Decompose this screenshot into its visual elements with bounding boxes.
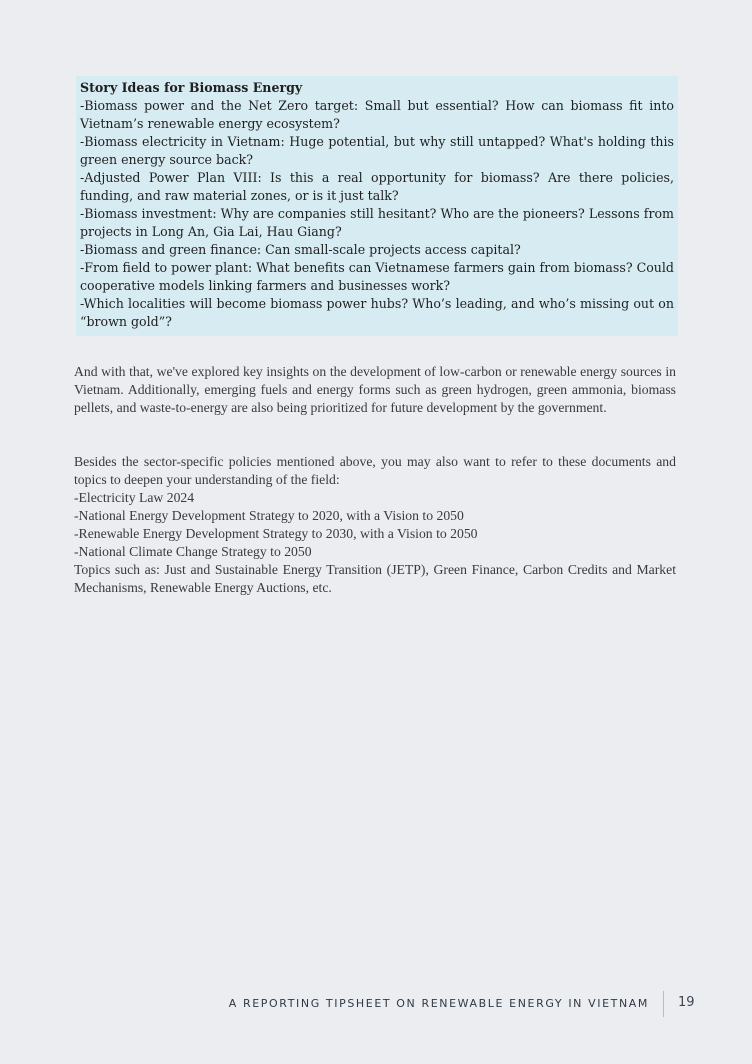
further-reading-section <box>74 453 676 597</box>
story-idea-item: -Biomass electricity in Vietnam: Huge potential, but why still untapped? What's holding this green energy source back? <box>80 134 674 167</box>
topics-line: Topics such as: Just and Sustainable Energy Transition (JETP), Green Finance, Carbon Credits and Market Mechanisms, Renewable Energy Auctions, etc. <box>74 562 676 595</box>
story-idea-item: -Biomass investment: Why are companies still hesitant? Who are the pioneers? Lessons from projects in Long An, Gia Lai, Hau Giang? <box>80 206 674 239</box>
story-idea-item: -From field to power plant: What benefits can Vietnamese farmers gain from biomass? Could cooperative models linking farmers and businesses work? <box>80 260 674 293</box>
document-list-item: -National Climate Change Strategy to 2050 <box>74 544 312 559</box>
story-idea-item: -Biomass power and the Net Zero target: Small but essential? How can biomass fit into Vietnam’s renewable energy ecosystem? <box>80 98 674 131</box>
summary-paragraph: And with that, we've explored key insights on the development of low-carbon or renewable energy sources in Vietnam. Additionally, emerging fuels and energy forms such as green hydrogen, green ammonia, biomass pellets, and waste-to-energy are also being prioritized for future development by the government. <box>74 364 676 415</box>
footer-divider <box>663 991 664 1017</box>
page-footer <box>0 993 752 1017</box>
story-ideas-title: Story Ideas for Biomass Energy <box>80 80 303 95</box>
story-idea-item: -Which localities will become biomass power hubs? Who’s leading, and who’s missing out on “brown gold”? <box>80 296 674 329</box>
footer-title: A REPORTING TIPSHEET ON RENEWABLE ENERGY IN VIETNAM <box>228 997 649 1010</box>
story-idea-item: -Biomass and green finance: Can small-scale projects access capital? <box>80 242 521 257</box>
document-list-item: -Electricity Law 2024 <box>74 490 195 505</box>
document-list-item: -National Energy Development Strategy to 2020, with a Vision to 2050 <box>74 508 464 523</box>
page-number: 19 <box>678 995 695 1010</box>
story-ideas-box <box>76 76 678 336</box>
document-list-item: -Renewable Energy Development Strategy to 2030, with a Vision to 2050 <box>74 526 478 541</box>
further-reading-intro: Besides the sector-specific policies mentioned above, you may also want to refer to these documents and topics to deepen your understanding of the field: <box>74 454 676 487</box>
story-idea-item: -Adjusted Power Plan VIII: Is this a real opportunity for biomass? Are there policies, funding, and raw material zones, or is it just talk? <box>80 170 674 203</box>
